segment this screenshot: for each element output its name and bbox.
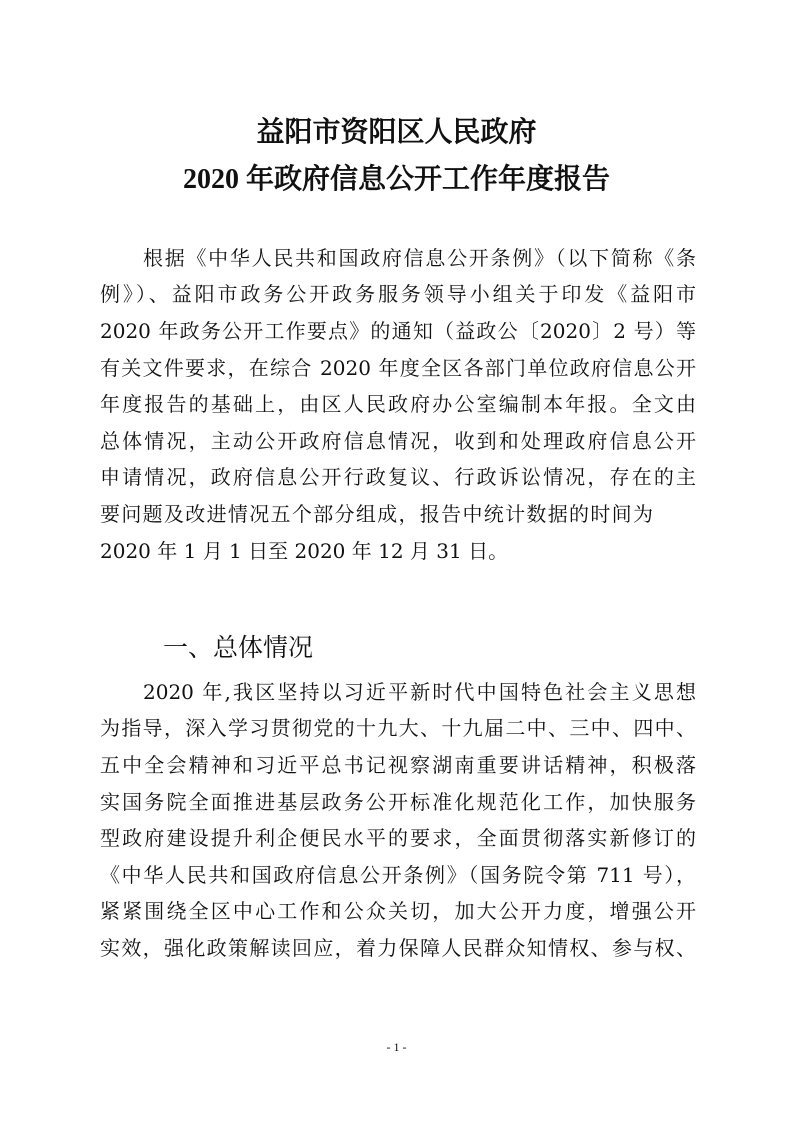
intro-line: 2020 年 1 月 1 日至 2020 年 12 月 31 日。: [100, 539, 509, 563]
body-line: 实国务院全面推进基层政务公开标准化规范化工作，加快服务: [100, 790, 696, 814]
body-line: 实效，强化政策解读回应，着力保障人民群众知情权、参与权、: [100, 936, 696, 960]
body-line: 五中全会精神和习近平总书记视察湖南重要讲话精神，积极落: [100, 753, 696, 777]
body-line: 为指导，深入学习贯彻党的十九大、十九届二中、三中、四中、: [100, 716, 696, 740]
body-line: 紧紧围绕全区中心工作和公众关切，加大公开力度，增强公开: [100, 899, 696, 923]
body-line: 型政府建设提升利企便民水平的要求，全面贯彻落实新修订的: [100, 826, 696, 850]
intro-line: 有关文件要求，在综合 2020 年度全区各部门单位政府信息公开: [100, 356, 696, 380]
intro-line: 总体情况，主动公开政府信息情况，收到和处理政府信息公开: [100, 429, 696, 453]
intro-line: 例》）、益阳市政务公开政务服务领导小组关于印发《益阳市: [100, 282, 696, 306]
intro-line: 根据《中华人民共和国政府信息公开条例》（以下简称《条: [143, 246, 696, 270]
title-line-2: 2020 年政府信息公开工作年度报告: [182, 164, 610, 195]
title-line-1: 益阳市资阳区人民政府: [256, 117, 537, 148]
section-heading: 一、总体情况: [163, 633, 314, 662]
intro-line: 申请情况，政府信息公开行政复议、行政诉讼情况，存在的主: [100, 465, 696, 489]
intro-line: 年度报告的基础上，由区人民政府办公室编制本年报。全文由: [100, 392, 696, 416]
body-line: 《中华人民共和国政府信息公开条例》（国务院令第 711 号），: [100, 863, 696, 887]
intro-line: 2020 年政务公开工作要点》的通知（益政公〔2020〕2 号）等: [100, 319, 696, 343]
intro-line: 要问题及改进情况五个部分组成，报告中统计数据的时间为: [100, 502, 653, 526]
page-number: - 1 -: [386, 1040, 407, 1054]
body-line: 2020 年,我区坚持以习近平新时代中国特色社会主义思想: [143, 680, 696, 704]
